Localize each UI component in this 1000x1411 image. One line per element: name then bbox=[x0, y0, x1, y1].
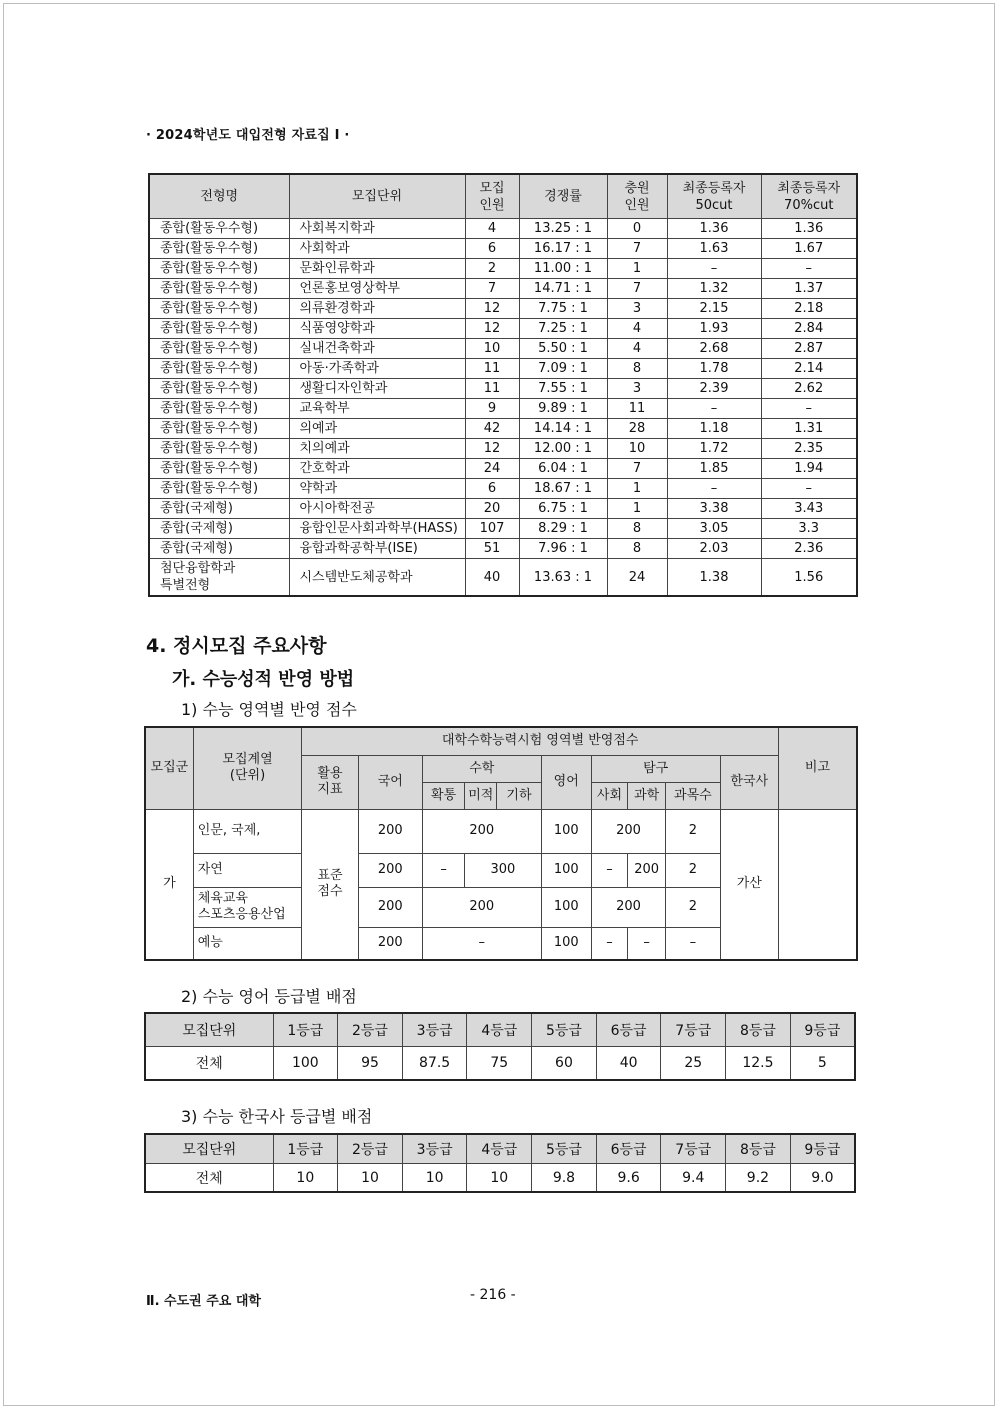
table-cell: 12 bbox=[465, 299, 519, 319]
table-row bbox=[149, 279, 857, 299]
table-cell: 6.04 : 1 bbox=[519, 459, 607, 479]
table-cell: 7.55 : 1 bbox=[519, 379, 607, 399]
admission-results-table bbox=[148, 173, 858, 597]
table-cell: 종합(국제형) bbox=[149, 519, 289, 539]
korean-cell: 200 bbox=[358, 809, 422, 853]
table-row bbox=[149, 559, 857, 597]
table-cell: 13.63 : 1 bbox=[519, 559, 607, 597]
table-cell: 종합(활동우수형) bbox=[149, 479, 289, 499]
table-cell: 18.67 : 1 bbox=[519, 479, 607, 499]
table-cell: 2.87 bbox=[761, 339, 857, 359]
history-grade-table bbox=[144, 1133, 856, 1193]
page-number: - 216 - bbox=[470, 1287, 516, 1303]
table-cell: 종합(국제형) bbox=[149, 499, 289, 519]
column-header: 경쟁률 bbox=[519, 174, 607, 219]
table-cell: 0 bbox=[607, 219, 667, 239]
table-cell: 24 bbox=[607, 559, 667, 597]
column-header: 최종등록자 50cut bbox=[667, 174, 761, 219]
table-row bbox=[149, 399, 857, 419]
column-header: 4등급 bbox=[467, 1134, 532, 1164]
table-header-row bbox=[145, 1134, 855, 1164]
table-cell: 11 bbox=[465, 359, 519, 379]
table-cell: 1 bbox=[607, 499, 667, 519]
table-cell: 종합(활동우수형) bbox=[149, 359, 289, 379]
table-cell: 1.36 bbox=[761, 219, 857, 239]
header-history: 한국사 bbox=[720, 755, 778, 809]
column-header: 6등급 bbox=[596, 1134, 661, 1164]
table-cell: 간호학과 bbox=[289, 459, 465, 479]
table-cell: 종합(활동우수형) bbox=[149, 319, 289, 339]
item-title-1: 1) 수능 영역별 반영 점수 bbox=[181, 700, 357, 719]
english-grade-table bbox=[144, 1012, 856, 1081]
table-cell: 치의예과 bbox=[289, 439, 465, 459]
table-cell: 종합(활동우수형) bbox=[149, 299, 289, 319]
table-cell: 식품영양학과 bbox=[289, 319, 465, 339]
column-header: 9등급 bbox=[790, 1134, 855, 1164]
table-cell: – bbox=[667, 399, 761, 419]
table-cell: 8 bbox=[607, 519, 667, 539]
table-cell: 1.37 bbox=[761, 279, 857, 299]
table-cell: 2.14 bbox=[761, 359, 857, 379]
table-cell: 2.62 bbox=[761, 379, 857, 399]
table-cell: 2.18 bbox=[761, 299, 857, 319]
table-cell: 1.93 bbox=[667, 319, 761, 339]
table-cell: 1.31 bbox=[761, 419, 857, 439]
table-row bbox=[149, 539, 857, 559]
item-title-3: 3) 수능 한국사 등급별 배점 bbox=[181, 1107, 373, 1126]
english-cell: 100 bbox=[541, 887, 591, 927]
column-header: 5등급 bbox=[532, 1013, 597, 1047]
column-header: 9등급 bbox=[790, 1013, 855, 1047]
table-cell: 1.67 bbox=[761, 239, 857, 259]
table-cell: 7 bbox=[607, 279, 667, 299]
table-cell: 7 bbox=[607, 459, 667, 479]
header-math-stats: 확통 bbox=[422, 782, 464, 809]
table-cell: 전체 bbox=[145, 1164, 273, 1193]
table-cell: 28 bbox=[607, 419, 667, 439]
group-cell: 가 bbox=[145, 809, 193, 960]
inquiry-cell: – bbox=[591, 927, 627, 960]
table-cell: 첨단융합학과 특별전형 bbox=[149, 559, 289, 597]
table-cell: 1.85 bbox=[667, 459, 761, 479]
english-cell: 100 bbox=[541, 927, 591, 960]
table-cell: 2.36 bbox=[761, 539, 857, 559]
table-row bbox=[149, 219, 857, 239]
csat-score-table bbox=[144, 726, 858, 961]
inquiry-cell: 200 bbox=[591, 809, 665, 853]
table-cell: 4 bbox=[465, 219, 519, 239]
table-cell: 9.6 bbox=[596, 1164, 661, 1193]
section-title: 4. 정시모집 주요사항 bbox=[146, 635, 327, 657]
table-row bbox=[145, 1164, 855, 1193]
table-cell: 아동·가족학과 bbox=[289, 359, 465, 379]
column-header: 1등급 bbox=[273, 1134, 338, 1164]
table-cell: 실내건축학과 bbox=[289, 339, 465, 359]
inquiry-cell: 200 bbox=[628, 853, 666, 887]
table-cell: 4 bbox=[607, 339, 667, 359]
table-cell: 종합(활동우수형) bbox=[149, 419, 289, 439]
table-cell: 전체 bbox=[145, 1047, 273, 1081]
unit-cell: 인문, 국제, bbox=[193, 809, 302, 853]
header-index: 활용 지표 bbox=[302, 755, 358, 809]
table-cell: 교육학부 bbox=[289, 399, 465, 419]
header-inq-social: 사회 bbox=[591, 782, 627, 809]
korean-cell: 200 bbox=[358, 853, 422, 887]
table-cell: 종합(국제형) bbox=[149, 539, 289, 559]
column-header: 전형명 bbox=[149, 174, 289, 219]
unit-cell: 체육교육 스포츠응용산업 bbox=[193, 887, 302, 927]
table-cell: 1.36 bbox=[667, 219, 761, 239]
table-cell: 4 bbox=[607, 319, 667, 339]
table-cell: 12.00 : 1 bbox=[519, 439, 607, 459]
remark-cell bbox=[778, 809, 857, 960]
table-header-row bbox=[145, 1013, 855, 1047]
table-cell: 1.78 bbox=[667, 359, 761, 379]
table-cell: 3.43 bbox=[761, 499, 857, 519]
table-cell: 12 bbox=[465, 319, 519, 339]
table-cell: 40 bbox=[596, 1047, 661, 1081]
table-cell: 7.09 : 1 bbox=[519, 359, 607, 379]
history-cell: 가산 bbox=[720, 809, 778, 960]
table-cell: 아시아학전공 bbox=[289, 499, 465, 519]
table-cell: – bbox=[667, 479, 761, 499]
table-cell: 20 bbox=[465, 499, 519, 519]
table-cell: 10 bbox=[273, 1164, 338, 1193]
header-csat: 대학수학능력시험 영역별 반영점수 bbox=[302, 727, 779, 755]
table-cell: 25 bbox=[661, 1047, 726, 1081]
table-cell: – bbox=[761, 259, 857, 279]
header-group: 모집군 bbox=[145, 727, 193, 809]
table-row bbox=[149, 439, 857, 459]
table-cell: 13.25 : 1 bbox=[519, 219, 607, 239]
table-cell: 107 bbox=[465, 519, 519, 539]
table-cell: 사회학과 bbox=[289, 239, 465, 259]
english-cell: 100 bbox=[541, 853, 591, 887]
table-cell: 7.75 : 1 bbox=[519, 299, 607, 319]
header-math: 수학 bbox=[422, 755, 541, 782]
table-cell: 3.05 bbox=[667, 519, 761, 539]
index-cell: 표준 점수 bbox=[302, 809, 358, 960]
table-row bbox=[149, 379, 857, 399]
column-header: 3등급 bbox=[402, 1013, 467, 1047]
inquiry-cell: 200 bbox=[591, 887, 665, 927]
table-cell: 7.96 : 1 bbox=[519, 539, 607, 559]
subsection-title: 가. 수능성적 반영 방법 bbox=[172, 669, 355, 690]
header-unit: 모집계열 (단위) bbox=[193, 727, 302, 809]
table-row bbox=[149, 319, 857, 339]
math-cell: – bbox=[422, 927, 541, 960]
table-cell: 의류환경학과 bbox=[289, 299, 465, 319]
table-cell: 7 bbox=[465, 279, 519, 299]
table-cell: 14.71 : 1 bbox=[519, 279, 607, 299]
page-header: · 2024학년도 대입전형 자료집 Ⅰ · bbox=[146, 128, 350, 143]
table-cell: 9.8 bbox=[532, 1164, 597, 1193]
table-cell: 약학과 bbox=[289, 479, 465, 499]
table-cell: 10 bbox=[402, 1164, 467, 1193]
table-cell: 100 bbox=[273, 1047, 338, 1081]
table-cell: 6 bbox=[465, 239, 519, 259]
table-cell: 2.39 bbox=[667, 379, 761, 399]
table-cell: 10 bbox=[467, 1164, 532, 1193]
table-cell: 9.0 bbox=[790, 1164, 855, 1193]
table-cell: 언론홍보영상학부 bbox=[289, 279, 465, 299]
table-cell: 3 bbox=[607, 379, 667, 399]
unit-cell: 예능 bbox=[193, 927, 302, 960]
table-row bbox=[145, 1047, 855, 1081]
table-row bbox=[149, 499, 857, 519]
column-header: 5등급 bbox=[532, 1134, 597, 1164]
table-cell: 16.17 : 1 bbox=[519, 239, 607, 259]
table-body bbox=[149, 219, 857, 597]
table-cell: 종합(활동우수형) bbox=[149, 259, 289, 279]
table-cell: 2.03 bbox=[667, 539, 761, 559]
table-cell: 종합(활동우수형) bbox=[149, 379, 289, 399]
column-header: 모집단위 bbox=[145, 1134, 273, 1164]
table-cell: 24 bbox=[465, 459, 519, 479]
header-english: 영어 bbox=[541, 755, 591, 809]
table-cell: 생활디자인학과 bbox=[289, 379, 465, 399]
table-cell: 종합(활동우수형) bbox=[149, 339, 289, 359]
table-cell: 1.72 bbox=[667, 439, 761, 459]
column-header: 모집단위 bbox=[145, 1013, 273, 1047]
table-header-row bbox=[149, 174, 857, 219]
table-cell: 60 bbox=[532, 1047, 597, 1081]
table-cell: 8 bbox=[607, 359, 667, 379]
table-cell: 5 bbox=[790, 1047, 855, 1081]
item-title-2: 2) 수능 영어 등급별 배점 bbox=[181, 987, 357, 1006]
table-cell: 1 bbox=[607, 479, 667, 499]
column-header: 4등급 bbox=[467, 1013, 532, 1047]
table-cell: 9.2 bbox=[726, 1164, 791, 1193]
table-cell: 10 bbox=[465, 339, 519, 359]
table-cell: – bbox=[761, 399, 857, 419]
table-cell: 1 bbox=[607, 259, 667, 279]
table-cell: 의예과 bbox=[289, 419, 465, 439]
table-cell: 1.94 bbox=[761, 459, 857, 479]
unit-cell: 자연 bbox=[193, 853, 302, 887]
table-cell: 11.00 : 1 bbox=[519, 259, 607, 279]
column-header: 8등급 bbox=[726, 1134, 791, 1164]
table-cell: 종합(활동우수형) bbox=[149, 239, 289, 259]
column-header: 모집단위 bbox=[289, 174, 465, 219]
table-cell: 1.18 bbox=[667, 419, 761, 439]
table-cell: 9.89 : 1 bbox=[519, 399, 607, 419]
table-cell: 종합(활동우수형) bbox=[149, 459, 289, 479]
header-inquiry: 탐구 bbox=[591, 755, 720, 782]
header-inq-science: 과학 bbox=[628, 782, 666, 809]
table-cell: 융합과학공학부(ISE) bbox=[289, 539, 465, 559]
column-header: 7등급 bbox=[661, 1134, 726, 1164]
table-cell: 12 bbox=[465, 439, 519, 459]
table-cell: 14.14 : 1 bbox=[519, 419, 607, 439]
footer-section: Ⅱ. 수도권 주요 대학 bbox=[146, 1294, 261, 1309]
table-cell: 1.38 bbox=[667, 559, 761, 597]
table-cell: 7.25 : 1 bbox=[519, 319, 607, 339]
column-header: 모집 인원 bbox=[465, 174, 519, 219]
column-header: 2등급 bbox=[338, 1134, 403, 1164]
column-header: 3등급 bbox=[402, 1134, 467, 1164]
header-remark: 비고 bbox=[778, 727, 857, 809]
table-row bbox=[149, 359, 857, 379]
table-cell: 사회복지학과 bbox=[289, 219, 465, 239]
table-row bbox=[149, 459, 857, 479]
table-cell: 95 bbox=[338, 1047, 403, 1081]
column-header: 충원 인원 bbox=[607, 174, 667, 219]
table-cell: 87.5 bbox=[402, 1047, 467, 1081]
table-cell: – bbox=[761, 479, 857, 499]
table-cell: 6.75 : 1 bbox=[519, 499, 607, 519]
table-cell: 종합(활동우수형) bbox=[149, 219, 289, 239]
table-cell: – bbox=[667, 259, 761, 279]
math-cell: 200 bbox=[422, 809, 541, 853]
table-row bbox=[149, 419, 857, 439]
table-cell: 10 bbox=[338, 1164, 403, 1193]
korean-cell: 200 bbox=[358, 927, 422, 960]
table-cell: 6 bbox=[465, 479, 519, 499]
table-cell: 8 bbox=[607, 539, 667, 559]
inquiry-cell: – bbox=[628, 927, 666, 960]
column-header: 1등급 bbox=[273, 1013, 338, 1047]
math-cell: 200 bbox=[422, 887, 541, 927]
table-cell: 12.5 bbox=[726, 1047, 791, 1081]
table-cell: 2.84 bbox=[761, 319, 857, 339]
table-cell: 11 bbox=[465, 379, 519, 399]
table-cell: 2.68 bbox=[667, 339, 761, 359]
count-cell: 2 bbox=[666, 853, 720, 887]
column-header: 8등급 bbox=[726, 1013, 791, 1047]
column-header: 2등급 bbox=[338, 1013, 403, 1047]
table-row bbox=[149, 299, 857, 319]
table-cell: 7 bbox=[607, 239, 667, 259]
table-cell: 2.15 bbox=[667, 299, 761, 319]
table-cell: 75 bbox=[467, 1047, 532, 1081]
table-cell: 42 bbox=[465, 419, 519, 439]
table-cell: 종합(활동우수형) bbox=[149, 399, 289, 419]
math-cell: 300 bbox=[465, 853, 541, 887]
column-header: 7등급 bbox=[661, 1013, 726, 1047]
table-cell: 융합인문사회과학부(HASS) bbox=[289, 519, 465, 539]
table-row bbox=[149, 479, 857, 499]
table-cell: 2 bbox=[465, 259, 519, 279]
table-cell: 문화인류학과 bbox=[289, 259, 465, 279]
header-math-calc: 미적 bbox=[465, 782, 497, 809]
table-cell: 5.50 : 1 bbox=[519, 339, 607, 359]
table-cell: 10 bbox=[607, 439, 667, 459]
korean-cell: 200 bbox=[358, 887, 422, 927]
table-cell: 1.56 bbox=[761, 559, 857, 597]
english-cell: 100 bbox=[541, 809, 591, 853]
table-cell: 3 bbox=[607, 299, 667, 319]
table-cell: 종합(활동우수형) bbox=[149, 279, 289, 299]
table-row bbox=[149, 519, 857, 539]
table-cell: 3.3 bbox=[761, 519, 857, 539]
table-cell: 1.63 bbox=[667, 239, 761, 259]
table-cell: 시스템반도체공학과 bbox=[289, 559, 465, 597]
table-cell: 2.35 bbox=[761, 439, 857, 459]
table-row bbox=[145, 809, 857, 853]
table-cell: 11 bbox=[607, 399, 667, 419]
count-cell: 2 bbox=[666, 809, 720, 853]
column-header: 최종등록자 70%cut bbox=[761, 174, 857, 219]
table-cell: 40 bbox=[465, 559, 519, 597]
table-cell: 9.4 bbox=[661, 1164, 726, 1193]
inquiry-cell: – bbox=[591, 853, 627, 887]
header-math-geo: 기하 bbox=[497, 782, 541, 809]
table-row bbox=[149, 259, 857, 279]
table-row bbox=[149, 239, 857, 259]
header-inq-count: 과목수 bbox=[666, 782, 720, 809]
table-cell: 종합(활동우수형) bbox=[149, 439, 289, 459]
count-cell: – bbox=[666, 927, 720, 960]
table-cell: 51 bbox=[465, 539, 519, 559]
table-cell: 3.38 bbox=[667, 499, 761, 519]
math-cell: – bbox=[422, 853, 464, 887]
table-cell: 1.32 bbox=[667, 279, 761, 299]
header-korean: 국어 bbox=[358, 755, 422, 809]
table-cell: 8.29 : 1 bbox=[519, 519, 607, 539]
column-header: 6등급 bbox=[596, 1013, 661, 1047]
count-cell: 2 bbox=[666, 887, 720, 927]
table-cell: 9 bbox=[465, 399, 519, 419]
table-row bbox=[149, 339, 857, 359]
